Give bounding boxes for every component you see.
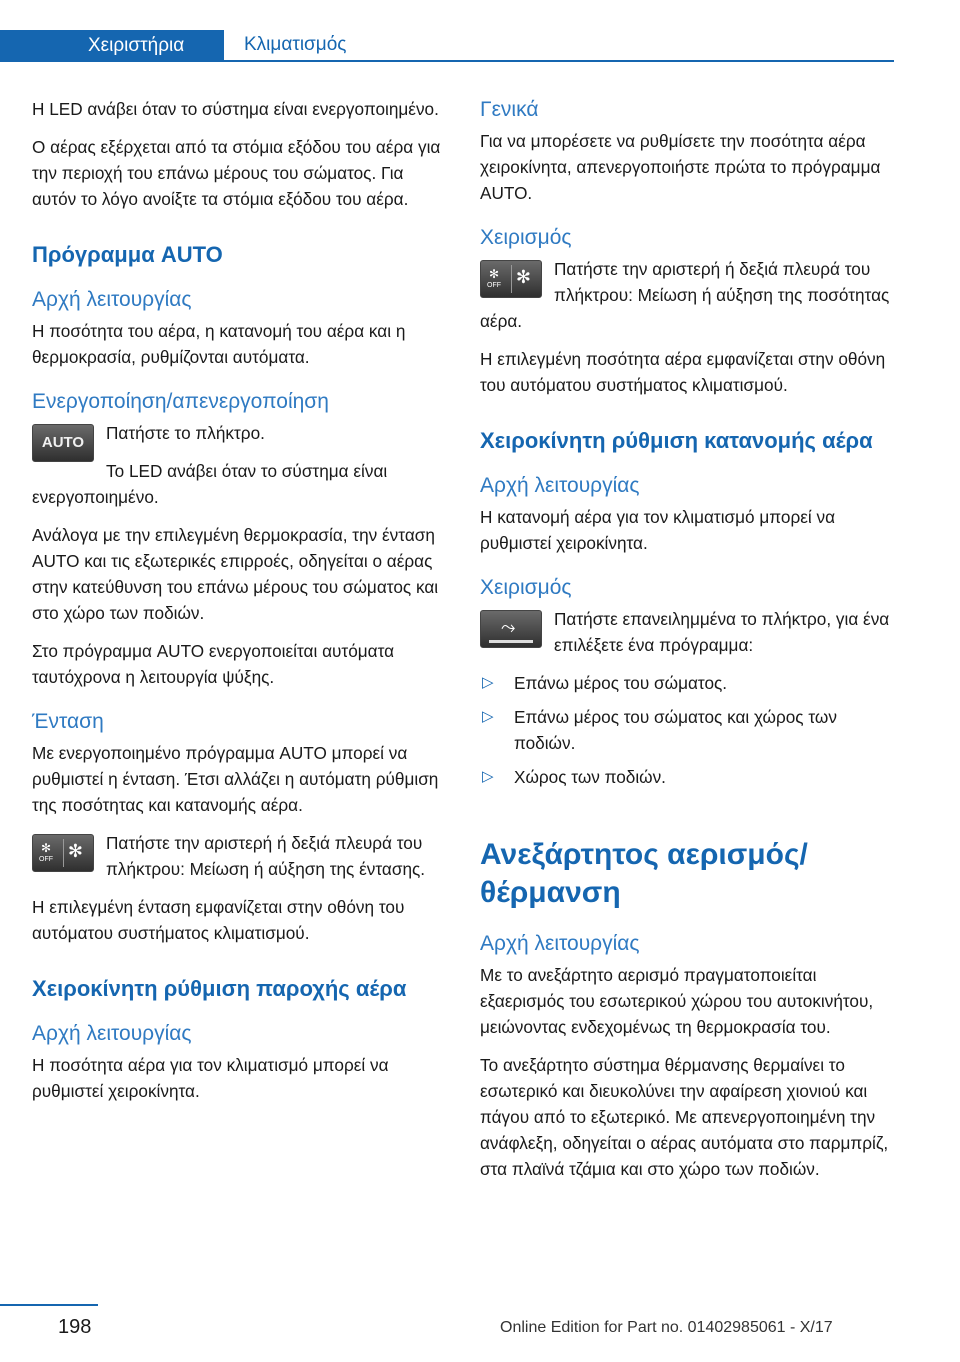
- paragraph: Η ποσότητα αέρα για τον κλιματισμό μπορεί να ρυθμιστεί χειροκίνητα.: [32, 1055, 389, 1101]
- header-bar: [0, 30, 960, 62]
- page-number: 198: [58, 1316, 92, 1338]
- paragraph: Ο αέρας εξέρχεται από τα στόμια εξόδου του αέρα για την περιοχή του επάνω μέρους του σώματος. Για αυτόν το λόγο ανοίξτε τα στόμια εξόδου του αέρα.: [32, 137, 441, 209]
- paragraph: Η κατανομή αέρα για τον κλιματισμό μπορεί να ρυθμιστεί χειροκίνητα.: [480, 507, 836, 553]
- paragraph: Πατήστε την αριστερή ή δεξιά πλευρά του πλήκτρου: Μείωση ή αύξηση της έντασης.: [106, 833, 426, 879]
- heading-intensity: Ένταση: [32, 710, 104, 733]
- paragraph: Με το ανεξάρτητο αερισμό πραγματοποιείται εξαερισμός του εσωτερικού χώρου του αυτοκινήτου, μειώνοντας ενδεχομένως τη θερμοκρασία του.: [480, 965, 874, 1037]
- heading-operation: Χειρισμός: [480, 226, 572, 249]
- paragraph: Η επιλεγμένη ένταση εμφανίζεται στην οθόνη του αυτόματου συστήματος κλιματισμού.: [32, 897, 405, 943]
- section-tab-climate[interactable]: Κλιματισμός: [224, 30, 894, 62]
- fan-key-instruction: [32, 830, 450, 882]
- heading-principle: Αρχή λειτουργίας: [32, 1022, 192, 1045]
- fan-button-icon: [480, 260, 542, 298]
- fan-small-icon: ✻: [489, 267, 500, 281]
- auto-key-instruction: [32, 420, 450, 510]
- paragraph: Με ενεργοποιημένο πρόγραμμα AUTO μπορεί να ρυθμιστεί η ένταση. Έτσι αλλάζει η αυτόματη ρύθμιση της ποσότητας και κατανομής αέρα.: [32, 743, 439, 815]
- paragraph: Η ποσότητα του αέρα, η κατανομή του αέρα και η θερμοκρασία, ρυθμίζονται αυτόματα.: [32, 321, 406, 367]
- footer-rule: [0, 1304, 98, 1306]
- list-item: ▷ Επάνω μέρος του σώματος και χώρος των ποδιών.: [480, 704, 898, 756]
- seat-airflow-icon: ⤳: [501, 617, 516, 637]
- triangle-bullet-icon: ▷: [482, 708, 494, 725]
- fan-key-instruction: [480, 256, 898, 334]
- paragraph: Το ανεξάρτητο σύστημα θέρμανσης θερμαίνει το εσωτερικό και διευκολύνει την αφαίρεση χιονιού και πάγου από το εξωτερικό. Με απενεργοποιημένη την ανάφλεξη, οδηγείται ο αέρας αυτόματα στο παρμπρίζ, στα πλαϊνά τζάμια και στο χώρο των ποδιών.: [480, 1055, 889, 1179]
- right-column: [480, 96, 898, 1194]
- heading-general: Γενικά: [480, 98, 539, 121]
- fan-off-label: OFF: [39, 856, 53, 863]
- air-distribution-key-instruction: [480, 606, 898, 658]
- fan-small-icon: ✻: [41, 841, 52, 855]
- heading-principle: Αρχή λειτουργίας: [32, 288, 192, 311]
- heading-independent-ventilation: Ανεξάρτητος αερισμός/θέρμανση: [480, 838, 808, 909]
- paragraph: Για να μπορέσετε να ρυθμίσετε την ποσότητα αέρα χειροκίνητα, απενεργοποιήστε πρώτα το πρόγραμμα AUTO.: [480, 131, 881, 203]
- heading-manual-distribution: Χειροκίνητη ρύθμιση κατανομής αέρα: [480, 428, 873, 453]
- fan-large-icon: ✻: [515, 267, 531, 287]
- paragraph: Πατήστε επανειλημμένα το πλήκτρο, για ένα επιλέξετε ένα πρόγραμμα:: [554, 609, 890, 655]
- heading-manual-flow: Χειροκίνητη ρύθμιση παροχής αέρα: [32, 976, 407, 1001]
- paragraph: Στο πρόγραμμα AUTO ενεργοποιείται αυτόματα ταυτόχρονα η λειτουργία ψύξης.: [32, 641, 395, 687]
- heading-auto-program: Πρόγραμμα AUTO: [32, 242, 223, 267]
- triangle-bullet-icon: ▷: [482, 768, 494, 785]
- air-distribution-button-icon: [480, 610, 542, 648]
- section-tab-controls[interactable]: Χειριστήρια: [0, 30, 224, 62]
- auto-key-label: AUTO: [41, 434, 85, 451]
- fan-off-label: OFF: [487, 282, 501, 289]
- program-list: [480, 670, 898, 790]
- paragraph: Πατήστε την αριστερή ή δεξιά πλευρά του πλήκτρου: Μείωση ή αύξηση της ποσότητας αέρα.: [480, 259, 890, 331]
- heading-principle: Αρχή λειτουργίας: [480, 932, 640, 955]
- edition-note: Online Edition for Part no. 01402985061 - X/17: [500, 1319, 833, 1336]
- paragraph: Η LED ανάβει όταν το σύστημα είναι ενεργοποιημένο.: [32, 99, 439, 119]
- paragraph: Η επιλεγμένη ποσότητα αέρα εμφανίζεται στην οθόνη του αυτόματου συστήματος κλιματισμού.: [480, 349, 886, 395]
- triangle-bullet-icon: ▷: [482, 674, 494, 691]
- heading-principle: Αρχή λειτουργίας: [480, 474, 640, 497]
- paragraph: Το LED ανάβει όταν το σύστημα είναι ενεργοποιημένο.: [32, 461, 388, 507]
- auto-button-icon: [32, 424, 94, 462]
- left-column: [32, 96, 450, 1116]
- list-item: ▷ Επάνω μέρος του σώματος.: [480, 670, 898, 696]
- fan-button-icon: [32, 834, 94, 872]
- fan-large-icon: ✻: [67, 841, 83, 861]
- heading-on-off: Ενεργοποίηση/απενεργοποίηση: [32, 390, 329, 413]
- paragraph: Ανάλογα με την επιλεγμένη θερμοκρασία, την ένταση AUTO και τις εξωτερικές επιρροές, οδηγείται ο αέρας στην κατεύθυνση του επάνω μέρους του σώματος και στο χώρο των ποδιών.: [32, 525, 439, 623]
- heading-operation: Χειρισμός: [480, 576, 572, 599]
- list-item: ▷ Χώρος των ποδιών.: [480, 764, 898, 790]
- paragraph: Πατήστε το πλήκτρο.: [106, 423, 265, 443]
